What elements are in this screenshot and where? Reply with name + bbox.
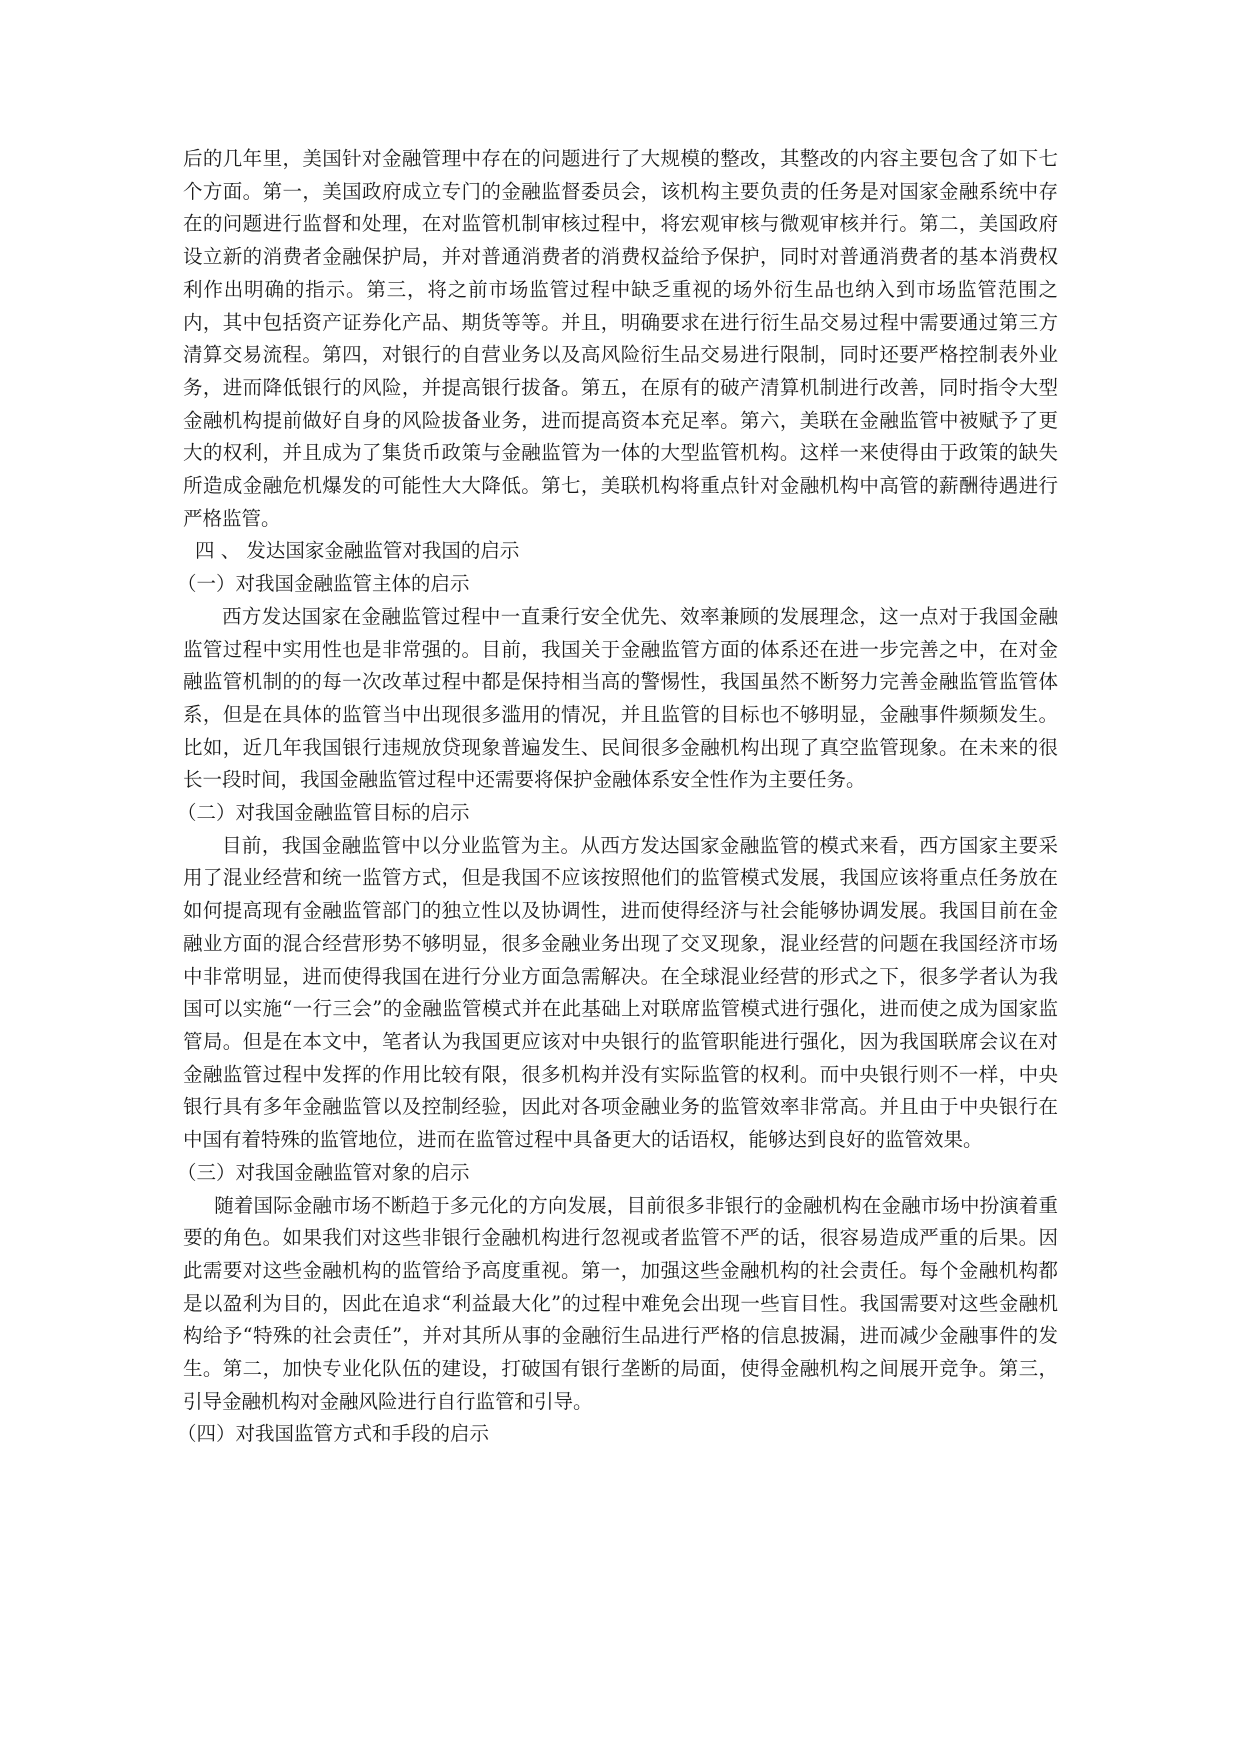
paragraph-object: 随着国际金融市场不断趋于多元化的方向发展，目前很多非银行的金融机构在金融市场中扮演着重要的角色。如果我们对这些非银行金融机构进行忽视或者监管不严的话，很容易造成严重的后果。因此需要对这些金融机构的监管给予高度重视。第一，加强这些金融机构的社会责任。每个金融机构都是以盈利为目的，因此在追求“利益最大化”的过程中难免会出现一些盲目性。我国需要对这些金融机构给予“特殊的社会责任”，并对其所从事的金融衍生品进行严格的信息披漏，进而减少金融事件的发生。第二，加快专业化队伍的建设，打破国有银行垄断的局面，使得金融机构之间展开竞争。第三，引导金融机构对金融风险进行自行监管和引导。 [183, 1193, 1058, 1413]
subsection-heading-subject: （一）对我国金融监管主体的启示 [177, 572, 470, 596]
subsection-heading-object: （三）对我国金融监管对象的启示 [177, 1160, 470, 1184]
subsection-heading-methods: （四）对我国监管方式和手段的启示 [177, 1422, 490, 1446]
document-body [177, 143, 1058, 1451]
paragraph-goal: 目前，我国金融监管中以分业监管为主。从西方发达国家金融监管的模式来看，西方国家主要采用了混业经营和统一监管方式，但是我国不应该按照他们的监管模式发展，我国应该将重点任务放在如何提高现有金融监管部门的独立性以及协调性，进而使得经济与社会能够协调发展。我国目前在金融业方面的混合经营形势不够明显，很多金融业务出现了交叉现象，混业经营的问题在我国经济市场中非常明显，进而使得我国在进行分业方面急需解决。在全球混业经营的形式之下，很多学者认为我国可以实施“一行三会”的金融监管模式并在此基础上对联席监管模式进行强化，进而使之成为国家监管局。但是在本文中，笔者认为我国更应该对中央银行的监管职能进行强化，因为我国联席会议在对金融监管过程中发挥的作用比较有限，很多机构并没有实际监管的权利。而中央银行则不一样，中央银行具有多年金融监管以及控制经验，因此对各项金融业务的监管效率非常高。并且由于中央银行在中国有着特殊的监管地位，进而在监管过程中具备更大的话语权，能够达到良好的监管效果。 [183, 833, 1058, 1152]
subsection-heading-goal: （二）对我国金融监管目标的启示 [177, 801, 470, 825]
section-heading-4: 四 、 发达国家金融监管对我国的启示 [195, 539, 520, 563]
paragraph-us-reforms: 后的几年里，美国针对金融管理中存在的问题进行了大规模的整改，其整改的内容主要包含了如下七个方面。第一，美国政府成立专门的金融监督委员会，该机构主要负责的任务是对国家金融系统中存在的问题进行监督和处理，在对监管机制审核过程中，将宏观审核与微观审核并行。第二，美国政府设立新的消费者金融保护局，并对普通消费者的消费权益给予保护，同时对普通消费者的基本消费权利作出明确的指示。第三，将之前市场监管过程中缺乏重视的场外衍生品也纳入到市场监管范围之内，其中包括资产证券化产品、期货等等。并且，明确要求在进行衍生品交易过程中需要通过第三方清算交易流程。第四，对银行的自营业务以及高风险衍生品交易进行限制，同时还要严格控制表外业务，进而降低银行的风险，并提高银行拔备。第五，在原有的破产清算机制进行改善，同时指令大型金融机构提前做好自身的风险拔备业务，进而提高资本充足率。第六，美联在金融监管中被赋予了更大的权利，并且成为了集货币政策与金融监管为一体的大型监管机构。这样一来使得由于政策的缺失所造成金融危机爆发的可能性大大降低。第七，美联机构将重点针对金融机构中高管的薪酬待遇进行严格监管。 [183, 147, 1058, 530]
paragraph-subject: 西方发达国家在金融监管过程中一直秉行安全优先、效率兼顾的发展理念，这一点对于我国金融监管过程中实用性也是非常强的。目前，我国关于金融监管方面的体系还在进一步完善之中，在对金融监管机制的的每一次改革过程中都是保持相当高的警惕性，我国虽然不断努力完善金融监管监管体系，但是在具体的监管当中出现很多滥用的情况，并且监管的目标也不够明显，金融事件频频发生。比如，近几年我国银行违规放贷现象普遍发生、民间很多金融机构出现了真空监管现象。在未来的很长一段时间，我国金融监管过程中还需要将保护金融体系安全性作为主要任务。 [183, 604, 1058, 792]
